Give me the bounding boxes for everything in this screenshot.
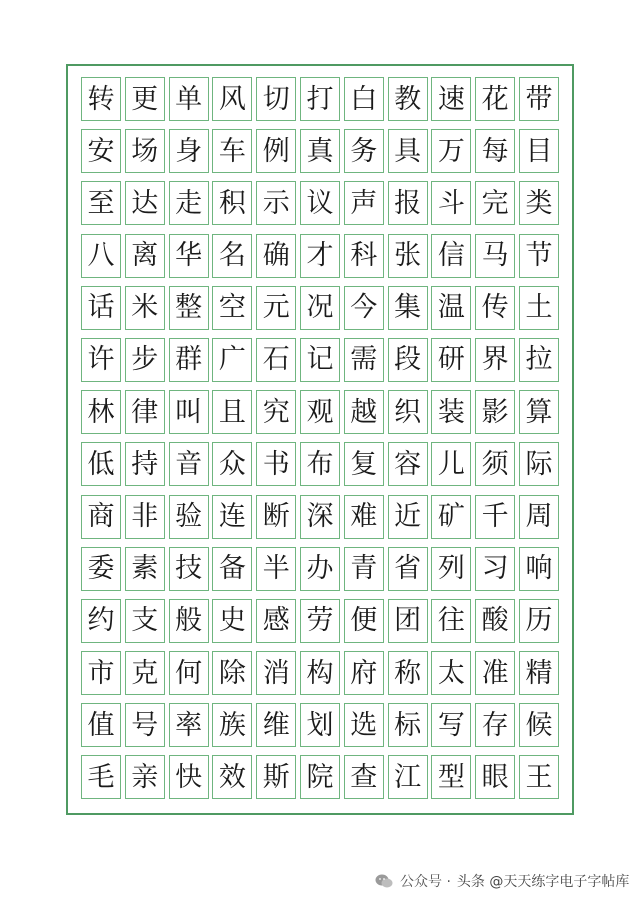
character-cell: 构 [300, 651, 340, 695]
character-cell: 团 [388, 599, 428, 643]
character-cell: 近 [388, 495, 428, 539]
character-cell: 查 [344, 755, 384, 799]
character-cell: 率 [169, 703, 209, 747]
character-cell: 影 [475, 390, 515, 434]
character-cell: 更 [125, 77, 165, 121]
character-cell: 才 [300, 234, 340, 278]
character-cell: 群 [169, 338, 209, 382]
character-cell: 眼 [475, 755, 515, 799]
character-cell: 难 [344, 495, 384, 539]
character-cell: 需 [344, 338, 384, 382]
character-cell: 断 [256, 495, 296, 539]
character-cell: 准 [475, 651, 515, 695]
character-cell: 往 [431, 599, 471, 643]
character-cell: 段 [388, 338, 428, 382]
character-cell: 积 [212, 181, 252, 225]
character-cell: 科 [344, 234, 384, 278]
character-cell: 达 [125, 181, 165, 225]
character-cell: 存 [475, 703, 515, 747]
character-cell: 车 [212, 129, 252, 173]
character-cell: 花 [475, 77, 515, 121]
character-cell: 土 [519, 286, 559, 330]
character-cell: 般 [169, 599, 209, 643]
character-cell: 儿 [431, 442, 471, 486]
character-cell: 备 [212, 547, 252, 591]
character-cell: 划 [300, 703, 340, 747]
character-cell: 周 [519, 495, 559, 539]
character-cell: 节 [519, 234, 559, 278]
character-cell: 离 [125, 234, 165, 278]
character-cell: 历 [519, 599, 559, 643]
character-cell: 容 [388, 442, 428, 486]
character-cell: 低 [81, 442, 121, 486]
character-cell: 技 [169, 547, 209, 591]
character-cell: 越 [344, 390, 384, 434]
character-cell: 省 [388, 547, 428, 591]
character-cell: 酸 [475, 599, 515, 643]
character-cell: 史 [212, 599, 252, 643]
character-cell: 布 [300, 442, 340, 486]
character-cell: 广 [212, 338, 252, 382]
character-cell: 便 [344, 599, 384, 643]
character-cell: 书 [256, 442, 296, 486]
character-cell: 律 [125, 390, 165, 434]
character-cell: 连 [212, 495, 252, 539]
character-cell: 带 [519, 77, 559, 121]
character-cell: 话 [81, 286, 121, 330]
character-cell: 华 [169, 234, 209, 278]
character-cell: 步 [125, 338, 165, 382]
practice-sheet [66, 64, 574, 815]
character-cell: 响 [519, 547, 559, 591]
character-cell: 记 [300, 338, 340, 382]
character-cell: 况 [300, 286, 340, 330]
character-cell: 太 [431, 651, 471, 695]
character-cell: 标 [388, 703, 428, 747]
character-cell: 石 [256, 338, 296, 382]
character-cell: 称 [388, 651, 428, 695]
character-cell: 何 [169, 651, 209, 695]
character-cell: 八 [81, 234, 121, 278]
character-cell: 万 [431, 129, 471, 173]
character-cell: 至 [81, 181, 121, 225]
character-cell: 支 [125, 599, 165, 643]
character-cell: 务 [344, 129, 384, 173]
character-cell: 矿 [431, 495, 471, 539]
character-cell: 劳 [300, 599, 340, 643]
character-cell: 林 [81, 390, 121, 434]
character-cell: 列 [431, 547, 471, 591]
character-cell: 转 [81, 77, 121, 121]
character-cell: 类 [519, 181, 559, 225]
character-cell: 素 [125, 547, 165, 591]
character-cell: 完 [475, 181, 515, 225]
character-cell: 确 [256, 234, 296, 278]
character-cell: 半 [256, 547, 296, 591]
character-cell: 除 [212, 651, 252, 695]
character-cell: 叫 [169, 390, 209, 434]
character-cell: 集 [388, 286, 428, 330]
character-cell: 织 [388, 390, 428, 434]
character-cell: 际 [519, 442, 559, 486]
character-cell: 委 [81, 547, 121, 591]
character-cell: 示 [256, 181, 296, 225]
character-cell: 元 [256, 286, 296, 330]
character-cell: 目 [519, 129, 559, 173]
character-cell: 风 [212, 77, 252, 121]
character-cell: 拉 [519, 338, 559, 382]
character-cell: 办 [300, 547, 340, 591]
character-cell: 且 [212, 390, 252, 434]
character-cell: 教 [388, 77, 428, 121]
character-cell: 研 [431, 338, 471, 382]
watermark [374, 868, 629, 894]
character-cell: 青 [344, 547, 384, 591]
character-cell: 王 [519, 755, 559, 799]
character-cell: 算 [519, 390, 559, 434]
character-cell: 许 [81, 338, 121, 382]
character-cell: 安 [81, 129, 121, 173]
character-cell: 究 [256, 390, 296, 434]
character-cell: 毛 [81, 755, 121, 799]
character-cell: 报 [388, 181, 428, 225]
watermark-prefix: 公众号 · [400, 874, 451, 890]
character-cell: 号 [125, 703, 165, 747]
character-cell: 型 [431, 755, 471, 799]
character-cell: 单 [169, 77, 209, 121]
wechat-icon [374, 871, 394, 891]
character-cell: 装 [431, 390, 471, 434]
character-cell: 族 [212, 703, 252, 747]
character-cell: 习 [475, 547, 515, 591]
character-cell: 商 [81, 495, 121, 539]
character-cell: 众 [212, 442, 252, 486]
character-cell: 观 [300, 390, 340, 434]
watermark-text: 头条 @天天练字电子字帖库 [456, 874, 630, 890]
character-cell: 今 [344, 286, 384, 330]
character-cell: 具 [388, 129, 428, 173]
character-cell: 传 [475, 286, 515, 330]
character-cell: 例 [256, 129, 296, 173]
character-cell: 精 [519, 651, 559, 695]
character-cell: 感 [256, 599, 296, 643]
character-cell: 斯 [256, 755, 296, 799]
character-cell: 须 [475, 442, 515, 486]
character-cell: 效 [212, 755, 252, 799]
character-cell: 复 [344, 442, 384, 486]
character-cell: 快 [169, 755, 209, 799]
character-cell: 院 [300, 755, 340, 799]
character-cell: 切 [256, 77, 296, 121]
character-cell: 议 [300, 181, 340, 225]
character-cell: 米 [125, 286, 165, 330]
character-cell: 信 [431, 234, 471, 278]
character-cell: 每 [475, 129, 515, 173]
character-cell: 江 [388, 755, 428, 799]
character-cell: 声 [344, 181, 384, 225]
character-cell: 市 [81, 651, 121, 695]
character-cell: 持 [125, 442, 165, 486]
character-cell: 维 [256, 703, 296, 747]
character-cell: 打 [300, 77, 340, 121]
character-cell: 斗 [431, 181, 471, 225]
character-cell: 验 [169, 495, 209, 539]
character-cell: 亲 [125, 755, 165, 799]
character-cell: 温 [431, 286, 471, 330]
character-cell: 空 [212, 286, 252, 330]
character-cell: 府 [344, 651, 384, 695]
character-cell: 整 [169, 286, 209, 330]
character-cell: 张 [388, 234, 428, 278]
character-cell: 约 [81, 599, 121, 643]
character-cell: 非 [125, 495, 165, 539]
character-cell: 值 [81, 703, 121, 747]
character-cell: 候 [519, 703, 559, 747]
character-cell: 真 [300, 129, 340, 173]
character-cell: 速 [431, 77, 471, 121]
character-cell: 界 [475, 338, 515, 382]
character-cell: 身 [169, 129, 209, 173]
character-cell: 克 [125, 651, 165, 695]
character-cell: 音 [169, 442, 209, 486]
character-cell: 选 [344, 703, 384, 747]
character-cell: 马 [475, 234, 515, 278]
character-cell: 走 [169, 181, 209, 225]
character-cell: 千 [475, 495, 515, 539]
character-cell: 白 [344, 77, 384, 121]
character-cell: 名 [212, 234, 252, 278]
character-cell: 写 [431, 703, 471, 747]
character-cell: 场 [125, 129, 165, 173]
character-cell: 深 [300, 495, 340, 539]
character-grid [81, 77, 559, 799]
character-cell: 消 [256, 651, 296, 695]
